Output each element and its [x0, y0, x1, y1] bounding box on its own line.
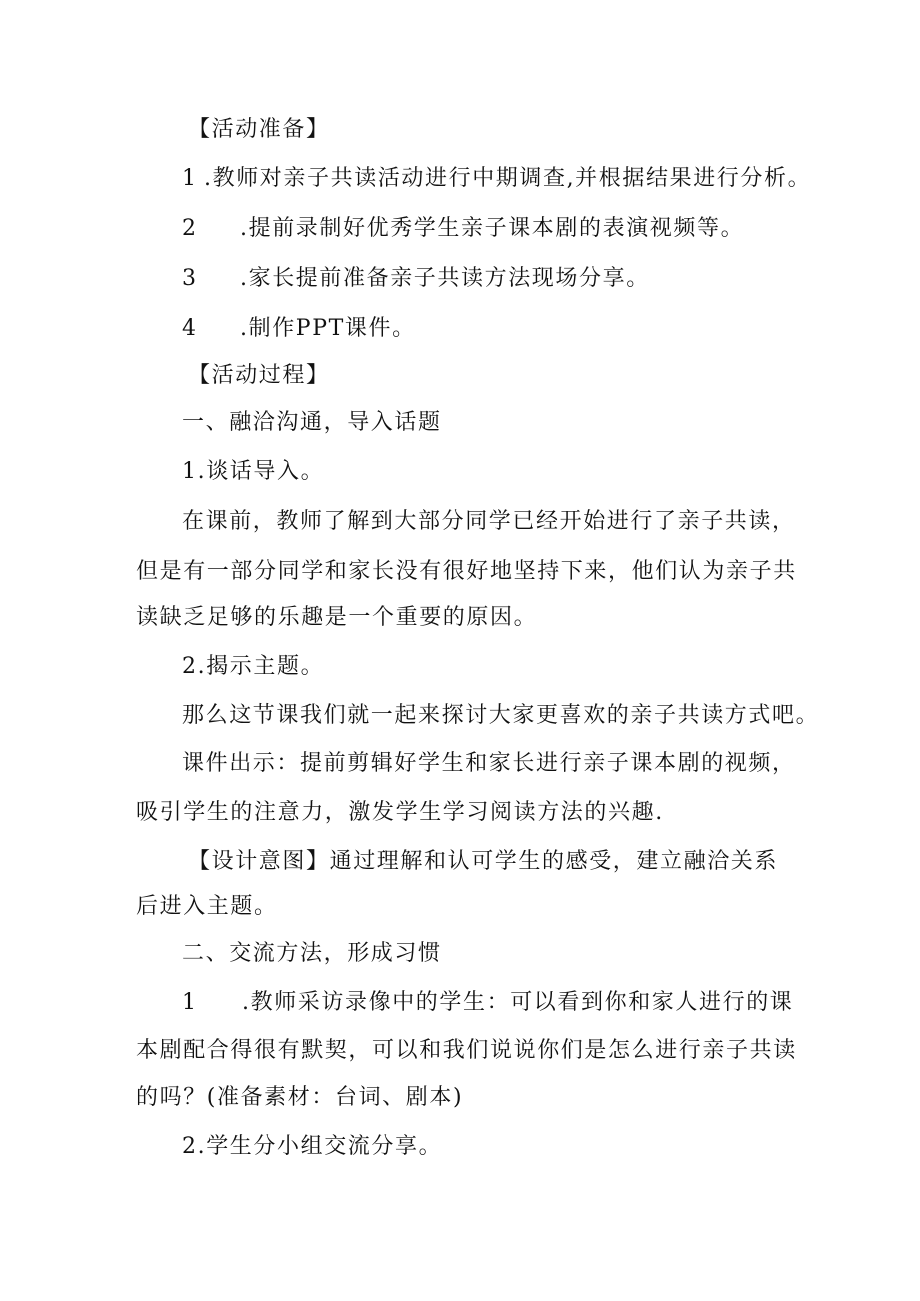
prep-item-2-text: .提前录制好优秀学生亲子课本剧的表演视频等。 — [240, 216, 745, 241]
section-1-paragraph-1-line-1: 在课前，教师了解到大部分同学已经开始进行了亲子共读， — [182, 509, 796, 534]
section-1-title: 一、融洽沟通，导入话题 — [182, 410, 442, 435]
section-1-step-2: 2.揭示主题。 — [182, 654, 325, 679]
design-intent-line-1: 【设计意图】通过理解和认可学生的感受，建立融洽关系 — [188, 849, 779, 874]
prep-item-1-number: 1 — [182, 166, 198, 191]
prep-item-4-text: .制作PPT课件。 — [240, 316, 416, 341]
section-2-item-1-line-2: 本剧配合得很有默契，可以和我们说说你们是怎么进行亲子共读 — [136, 1038, 797, 1063]
section-1-step-1: 1.谈话导入。 — [182, 459, 325, 484]
process-heading: 【活动过程】 — [188, 363, 330, 388]
prep-heading: 【活动准备】 — [188, 117, 330, 142]
prep-item-4 — [182, 313, 416, 345]
prep-item-2 — [182, 213, 744, 245]
section-1-paragraph-2: 那么这节课我们就一起来探讨大家更喜欢的亲子共读方式吧。 — [182, 703, 820, 728]
section-2-step-2: 2.学生分小组交流分享。 — [182, 1134, 443, 1159]
section-1-paragraph-1-line-2: 但是有一部分同学和家长没有很好地坚持下来，他们认为亲子共 — [136, 559, 797, 584]
prep-item-3-number: 3 — [182, 266, 198, 291]
prep-item-4-number: 4 — [182, 316, 198, 341]
section-2-item-1-line-1 — [182, 987, 793, 1019]
section-1-paragraph-3-line-2: 吸引学生的注意力，激发学生学习阅读方法的兴趣. — [136, 800, 664, 825]
section-1-paragraph-1-line-3: 读缺乏足够的乐趣是一个重要的原因。 — [136, 605, 538, 630]
design-intent-line-2: 后进入主题。 — [136, 894, 278, 919]
section-2-item-1-line-3: 的吗？(准备素材：台词、剧本) — [136, 1085, 464, 1110]
prep-item-3 — [182, 263, 650, 295]
section-2-item-1-text: .教师采访录像中的学生：可以看到你和家人进行的课 — [242, 990, 794, 1015]
prep-item-1-text: .教师对亲子共读活动进行中期调查,并根据结果进行分析。 — [204, 166, 812, 191]
prep-item-1 — [182, 163, 811, 195]
section-2-title: 二、交流方法，形成习惯 — [182, 941, 442, 966]
prep-item-2-number: 2 — [182, 216, 198, 241]
prep-item-3-text: .家长提前准备亲子共读方法现场分享。 — [240, 266, 650, 291]
section-2-item-1-number: 1 — [182, 990, 198, 1015]
section-1-paragraph-3-line-1: 课件出示：提前剪辑好学生和家长进行亲子课本剧的视频， — [182, 751, 796, 776]
